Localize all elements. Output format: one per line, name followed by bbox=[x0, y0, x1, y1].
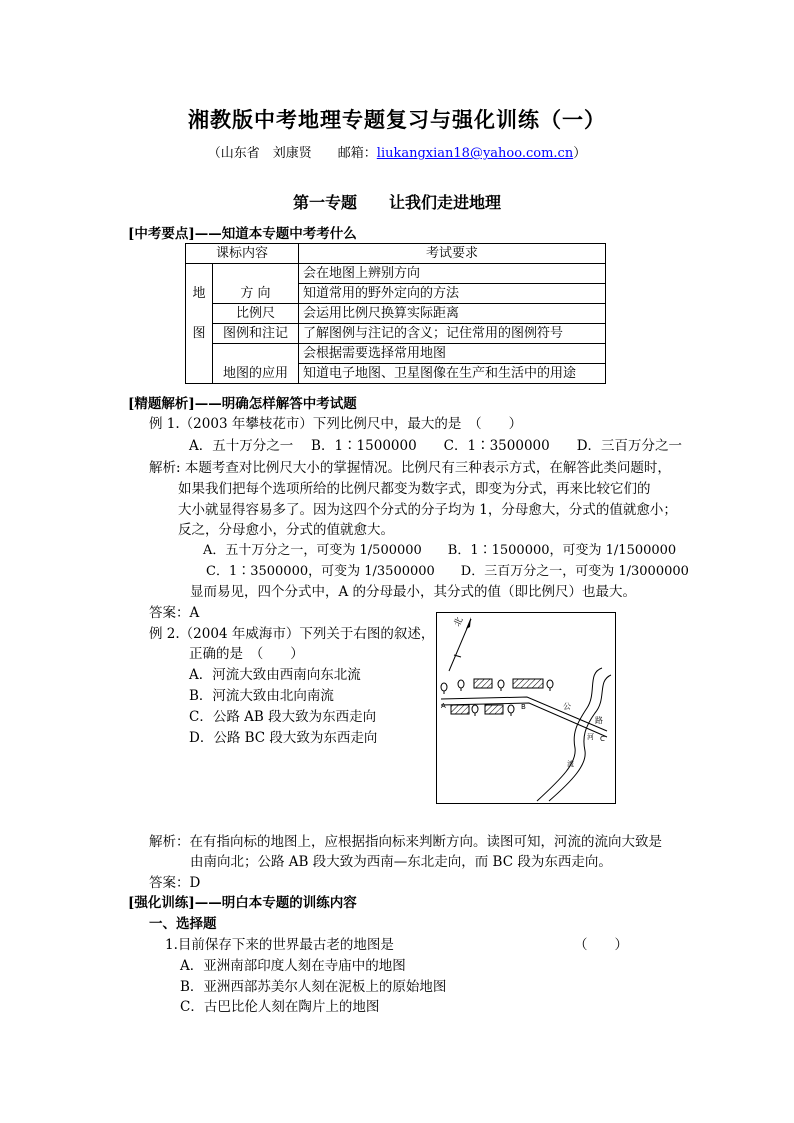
example2-analysis-line: 解析：在有指向标的地图上，应根据指向标来判断方向。读图可知，河流的流向大致是 bbox=[149, 834, 662, 850]
author-prefix: （山东省 刘康贤 邮箱： bbox=[207, 146, 377, 161]
building-icon bbox=[474, 679, 492, 688]
table-cell: 会运用比例尺换算实际距离 bbox=[299, 304, 606, 324]
section-heading-training: [强化训练]——明白本专题的训练内容 bbox=[128, 895, 357, 911]
example1-analysis-line: 反之，分母愈小，分式的值就愈大。 bbox=[178, 522, 394, 538]
map-drawing bbox=[437, 613, 615, 803]
table-topic-direction: 方 向 bbox=[213, 264, 299, 304]
question1-option-a: A．亚洲南部印度人刻在寺庙中的地图 bbox=[180, 958, 406, 974]
question1-text: 1.目前保存下来的世界最古老的地图是 bbox=[165, 937, 394, 953]
document-title: 湘教版中考地理专题复习与强化训练（一） bbox=[188, 107, 606, 132]
example1-question: 例 1.（2003 年攀枝花市）下列比例尺中，最大的是 （ ） bbox=[149, 416, 523, 432]
table-cell: 会根据需要选择常用地图 bbox=[299, 344, 606, 364]
table-cell: 了解图例与注记的含义；记住常用的图例符号 bbox=[299, 324, 606, 344]
question1-option-b: B．亚洲西部苏美尔人刻在泥板上的原始地图 bbox=[180, 979, 447, 995]
example2-answer: 答案：D bbox=[149, 875, 201, 891]
road-label: 路 bbox=[595, 716, 603, 725]
example1-analysis-line: 显而易见，四个分式中，A 的分母最小，其分式的值（即比例尺）也最大。 bbox=[190, 584, 637, 600]
example2-question: 正确的是 （ ） bbox=[189, 646, 304, 662]
table-group-tu: 图 bbox=[186, 324, 213, 384]
example1-analysis-line: 大小就显得容易多了。因为这四个分式的分子均为 1，分母愈大，分式的值就愈小； bbox=[178, 502, 677, 518]
example2-question: 例 2.（2004 年威海市）下列关于右图的叙述， bbox=[149, 626, 435, 642]
example2-option-c: C．公路 AB 段大致为东西走向 bbox=[189, 709, 377, 725]
question1-option-c: C．古巴比伦人刻在陶片上的地图 bbox=[180, 999, 380, 1015]
table-topic-map-use: 地图的应用 bbox=[213, 344, 299, 384]
north-arrow-icon bbox=[449, 615, 471, 671]
building-icon bbox=[451, 705, 469, 714]
table-group-di: 地 bbox=[186, 264, 213, 324]
table-cell: 知道电子地图、卫星图像在生产和生活中的用途 bbox=[299, 364, 606, 384]
road-label: 公 bbox=[563, 702, 571, 711]
author-suffix: ） bbox=[573, 146, 587, 161]
direction-map bbox=[436, 612, 616, 804]
table-topic-scale: 比例尺 bbox=[213, 304, 299, 324]
point-b-label: B bbox=[521, 703, 526, 711]
table-header-requirement: 考试要求 bbox=[299, 244, 606, 264]
example1-options: A．五十万分之一 B．1∶1500000 C．1∶3500000 D．三百万分之一 bbox=[189, 438, 683, 454]
example1-analysis-line: C．1∶3500000，可变为 1/3500000 D．三百万分之一，可变为 1/3000000 bbox=[206, 564, 689, 579]
river-label: 河 bbox=[587, 733, 594, 741]
table-header-standard: 课标内容 bbox=[186, 244, 299, 264]
point-a-label: A bbox=[441, 702, 446, 710]
river-label: 流 bbox=[567, 760, 574, 768]
example1-answer: 答案：A bbox=[149, 605, 200, 621]
example2-option-a: A．河流大致由西南向东北流 bbox=[189, 667, 361, 683]
requirements-table bbox=[185, 243, 606, 384]
question1-bracket: （ ） bbox=[574, 937, 628, 953]
section-heading-key-points: [中考要点]——知道本专题中考考什么 bbox=[128, 226, 357, 242]
table-topic-legend: 图例和注记 bbox=[213, 324, 299, 344]
north-label: 北 bbox=[452, 615, 466, 629]
example2-option-b: B．河流大致由北向南流 bbox=[189, 688, 334, 704]
example1-analysis-line: 如果我们把每个选项所给的比例尺都变为数字式，即变为分式，再来比较它们的 bbox=[178, 481, 651, 497]
point-c-label: C bbox=[600, 735, 605, 743]
building-icon bbox=[513, 679, 543, 688]
example1-analysis-line: A．五十万分之一，可变为 1/500000 B．1∶1500000，可变为 1/1500000 bbox=[203, 543, 677, 558]
table-cell: 会在地图上辨别方向 bbox=[299, 264, 606, 284]
section-heading-analysis: [精题解析]——明确怎样解答中考试题 bbox=[128, 396, 357, 412]
example2-analysis-line: 由南向北；公路 AB 段大致为西南—东北走向，而 BC 段为东西走向。 bbox=[190, 854, 612, 870]
author-line bbox=[0, 142, 794, 161]
example2-option-d: D．公路 BC 段大致为东西走向 bbox=[189, 730, 378, 746]
table-cell: 知道常用的野外定向的方法 bbox=[299, 284, 606, 304]
part-heading-choice: 一、选择题 bbox=[149, 916, 217, 932]
building-icon bbox=[485, 705, 503, 714]
email-link[interactable]: liukangxian18@yahoo.com.cn bbox=[376, 146, 574, 161]
example1-analysis-line: 解析: 本题考查对比例尺大小的掌握情况。比例尺有三种表示方式，在解答此类问题时， bbox=[149, 460, 671, 476]
topic-title: 第一专题 让我们走进地理 bbox=[292, 193, 501, 212]
